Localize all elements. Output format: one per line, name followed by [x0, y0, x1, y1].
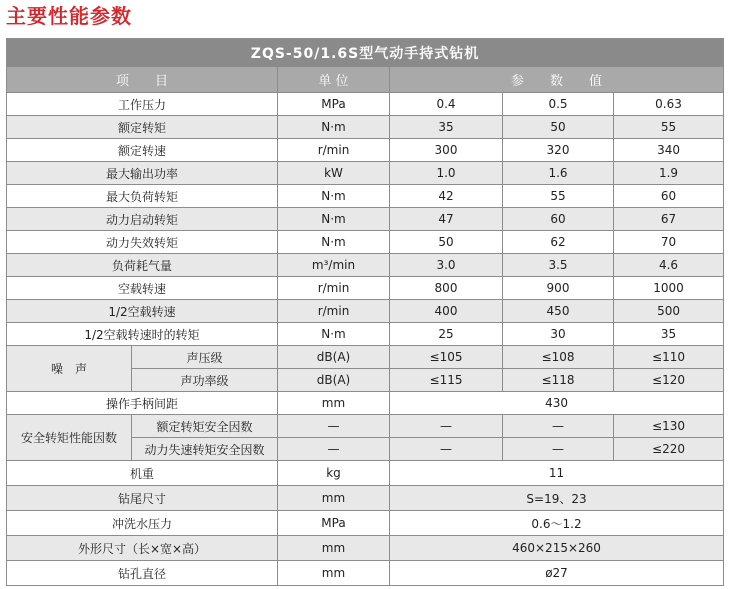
row-value: 0.4	[390, 93, 503, 116]
row-value: 800	[390, 277, 503, 300]
row-value: 60	[503, 208, 614, 231]
table-row	[7, 300, 724, 323]
table-row	[7, 162, 724, 185]
row-unit: kg	[278, 461, 390, 486]
row-label: 冲洗水压力	[7, 511, 278, 536]
row-value: 47	[390, 208, 503, 231]
safety-group-label: 安全转矩性能因数	[7, 415, 132, 461]
row-value: 55	[614, 116, 724, 139]
row-unit: MPa	[278, 511, 390, 536]
table-row	[7, 185, 724, 208]
row-label: 额定转速	[7, 139, 278, 162]
row-value: —	[503, 415, 614, 438]
row-unit: N·m	[278, 323, 390, 346]
row-label: 动力失效转矩	[7, 231, 278, 254]
row-unit: N·m	[278, 231, 390, 254]
row-unit: N·m	[278, 116, 390, 139]
row-value: 340	[614, 139, 724, 162]
table-row	[7, 93, 724, 116]
row-value: 3.0	[390, 254, 503, 277]
row-value: 1.6	[503, 162, 614, 185]
row-value: 320	[503, 139, 614, 162]
row-value: 4.6	[614, 254, 724, 277]
table-title-row	[7, 39, 724, 67]
table-row	[7, 346, 724, 369]
row-label: 机重	[7, 461, 278, 486]
row-value: 900	[503, 277, 614, 300]
row-value: ≤105	[390, 346, 503, 369]
row-value: 50	[503, 116, 614, 139]
row-value: 0.6～1.2	[390, 511, 724, 536]
row-value: 11	[390, 461, 724, 486]
row-value: ø27	[390, 561, 724, 586]
row-unit: mm	[278, 536, 390, 561]
row-value: —	[503, 438, 614, 461]
table-row	[7, 277, 724, 300]
row-label: 1/2空载转速时的转矩	[7, 323, 278, 346]
table-row	[7, 208, 724, 231]
row-value: ≤220	[614, 438, 724, 461]
row-unit: N·m	[278, 185, 390, 208]
row-label: 钻尾尺寸	[7, 486, 278, 511]
row-unit: r/min	[278, 277, 390, 300]
row-value: S=19、23	[390, 486, 724, 511]
row-value: 3.5	[503, 254, 614, 277]
row-value: ≤118	[503, 369, 614, 392]
row-value: ≤130	[614, 415, 724, 438]
row-value: —	[390, 415, 503, 438]
row-value: ≤120	[614, 369, 724, 392]
row-value: 0.63	[614, 93, 724, 116]
row-label: 额定转矩	[7, 116, 278, 139]
row-label: 1/2空载转速	[7, 300, 278, 323]
row-label: 额定转矩安全因数	[132, 415, 278, 438]
row-label: 最大负荷转矩	[7, 185, 278, 208]
table-header-row	[7, 67, 724, 93]
table-row	[7, 323, 724, 346]
row-value: 400	[390, 300, 503, 323]
row-label: 动力启动转矩	[7, 208, 278, 231]
row-unit: dB(A)	[278, 346, 390, 369]
row-label: 负荷耗气量	[7, 254, 278, 277]
row-value: 0.5	[503, 93, 614, 116]
row-unit: mm	[278, 392, 390, 415]
row-unit: kW	[278, 162, 390, 185]
header-value: 参 数 值	[390, 67, 724, 93]
row-value: 42	[390, 185, 503, 208]
spec-table	[6, 38, 724, 586]
row-value: 35	[614, 323, 724, 346]
row-label: 工作压力	[7, 93, 278, 116]
row-value: 70	[614, 231, 724, 254]
row-unit: mm	[278, 561, 390, 586]
row-unit: mm	[278, 486, 390, 511]
table-row	[7, 139, 724, 162]
row-value: ≤115	[390, 369, 503, 392]
row-value: ≤108	[503, 346, 614, 369]
header-unit: 单 位	[278, 67, 390, 93]
row-value: —	[390, 438, 503, 461]
row-label: 动力失速转矩安全因数	[132, 438, 278, 461]
table-row	[7, 116, 724, 139]
table-row	[7, 415, 724, 438]
row-unit: —	[278, 438, 390, 461]
row-value: 460×215×260	[390, 536, 724, 561]
row-unit: r/min	[278, 139, 390, 162]
row-value: 35	[390, 116, 503, 139]
row-value: ≤110	[614, 346, 724, 369]
row-label: 钻孔直径	[7, 561, 278, 586]
row-value: 60	[614, 185, 724, 208]
row-value: 430	[390, 392, 724, 415]
row-value: 300	[390, 139, 503, 162]
row-label: 声压级	[132, 346, 278, 369]
row-value: 450	[503, 300, 614, 323]
row-value: 30	[503, 323, 614, 346]
row-unit: r/min	[278, 300, 390, 323]
table-row	[7, 536, 724, 561]
row-value: 25	[390, 323, 503, 346]
row-label: 外形尺寸（长×宽×高）	[7, 536, 278, 561]
table-row	[7, 511, 724, 536]
row-value: 1.9	[614, 162, 724, 185]
table-row	[7, 392, 724, 415]
row-label: 声功率级	[132, 369, 278, 392]
row-unit: dB(A)	[278, 369, 390, 392]
row-value: 67	[614, 208, 724, 231]
page-heading: 主要性能参数	[6, 4, 132, 28]
table-title: ZQS-50/1.6S型气动手持式钻机	[7, 39, 724, 67]
table-row	[7, 461, 724, 486]
table-row	[7, 486, 724, 511]
row-value: 500	[614, 300, 724, 323]
row-unit: N·m	[278, 208, 390, 231]
table-row	[7, 561, 724, 586]
row-value: 1000	[614, 277, 724, 300]
row-value: 50	[390, 231, 503, 254]
row-label: 操作手柄间距	[7, 392, 278, 415]
row-value: 1.0	[390, 162, 503, 185]
row-unit: MPa	[278, 93, 390, 116]
row-label: 最大输出功率	[7, 162, 278, 185]
header-item: 项 目	[7, 67, 278, 93]
row-value: 55	[503, 185, 614, 208]
table-row	[7, 231, 724, 254]
row-unit: —	[278, 415, 390, 438]
row-label: 空载转速	[7, 277, 278, 300]
noise-group-label: 噪 声	[7, 346, 132, 392]
row-unit: m³/min	[278, 254, 390, 277]
row-value: 62	[503, 231, 614, 254]
table-row	[7, 254, 724, 277]
